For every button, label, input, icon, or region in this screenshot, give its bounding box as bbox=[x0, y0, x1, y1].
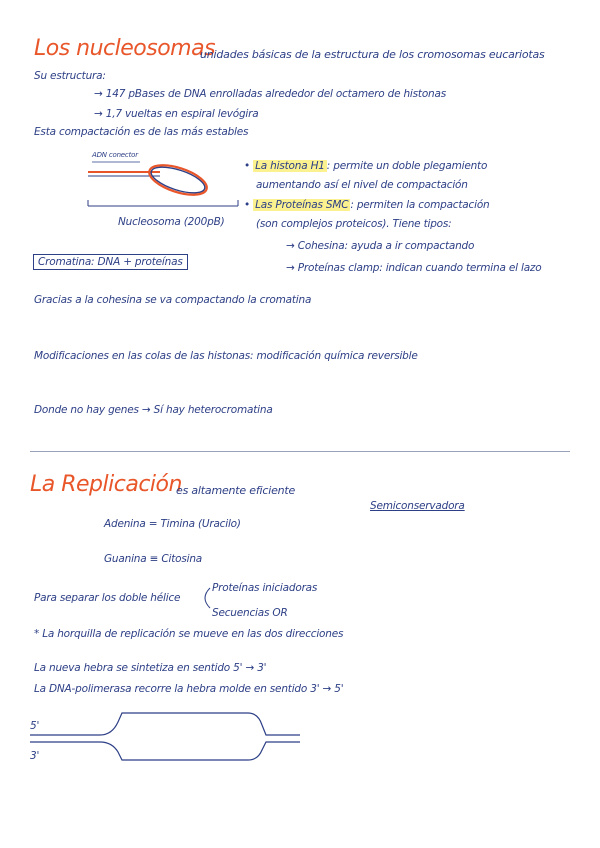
separate-option-1: Proteínas iniciadoras bbox=[212, 582, 318, 594]
sub-point-cohesina: → Cohesina: ayuda a ir compactando bbox=[286, 240, 475, 252]
cromatina-box: Cromatina: DNA + proteínas bbox=[33, 254, 188, 270]
line-heterocromatina: Donde no hay genes → Sí hay heterocromatina bbox=[34, 404, 273, 416]
separate-option-2: Secuencias OR bbox=[212, 607, 288, 619]
nucleosome-label: Nucleosoma (200pB) bbox=[118, 216, 225, 228]
structure-bullet-1: → 147 pBases de DNA enrolladas alrededor del octamero de histonas bbox=[94, 88, 447, 100]
dna-connector-label: ADN conector bbox=[92, 151, 138, 159]
point-smc-cont: (son complejos proteicos). Tiene tipos: bbox=[256, 218, 452, 230]
point-h1: • La histona H1 : permite un doble plegamiento bbox=[244, 160, 488, 172]
semiconservadora-label: Semiconservadora bbox=[370, 500, 465, 512]
strand-top bbox=[30, 713, 300, 735]
line-modificaciones: Modificaciones en las colas de las histonas: modificación química reversible bbox=[34, 350, 418, 362]
strand-label-5: 5' bbox=[30, 720, 40, 732]
compaction-line: Esta compactación es de las más estables bbox=[34, 126, 249, 138]
point-h1-highlight: La histona H1 bbox=[255, 160, 325, 172]
section2-subtitle: es altamente eficiente bbox=[176, 484, 296, 497]
point-h1-cont: aumentando así el nivel de compactación bbox=[256, 179, 468, 191]
structure-label: Su estructura: bbox=[34, 70, 106, 82]
point-smc-text: : permiten la compactación bbox=[350, 199, 490, 211]
horquilla-line: * La horquilla de replicación se mueve en las dos direcciones bbox=[34, 628, 344, 640]
pair-gc: Guanina ≡ Citosina bbox=[104, 553, 203, 565]
strand-bottom bbox=[30, 742, 300, 760]
line-cohesina: Gracias a la cohesina se va compactando la cromatina bbox=[34, 294, 312, 306]
point-h1-text: : permite un doble plegamiento bbox=[326, 160, 488, 172]
section2-title: La Replicación bbox=[30, 472, 182, 497]
section1-subtitle: unidades básicas de la estructura de los cromosomas eucariotas bbox=[200, 48, 545, 61]
separate-label: Para separar los doble hélice bbox=[34, 592, 181, 604]
point-smc-highlight: Las Proteínas SMC bbox=[255, 199, 349, 211]
structure-bullet-2: → 1,7 vueltas en espiral levógira bbox=[94, 108, 259, 120]
point-smc: • Las Proteínas SMC : permiten la compactación bbox=[244, 199, 490, 211]
section1-title: Los nucleosomas bbox=[34, 36, 216, 61]
strand-line-2: La DNA-polimerasa recorre la hebra molde en sentido 3' → 5' bbox=[34, 683, 344, 695]
strand-line-1: La nueva hebra se sintetiza en sentido 5' → 3' bbox=[34, 662, 267, 674]
strand-label-3: 3' bbox=[30, 750, 40, 762]
pair-at: Adenina = Timina (Uracilo) bbox=[104, 518, 241, 530]
sub-point-clamp: → Proteínas clamp: indican cuando termina el lazo bbox=[286, 262, 542, 274]
